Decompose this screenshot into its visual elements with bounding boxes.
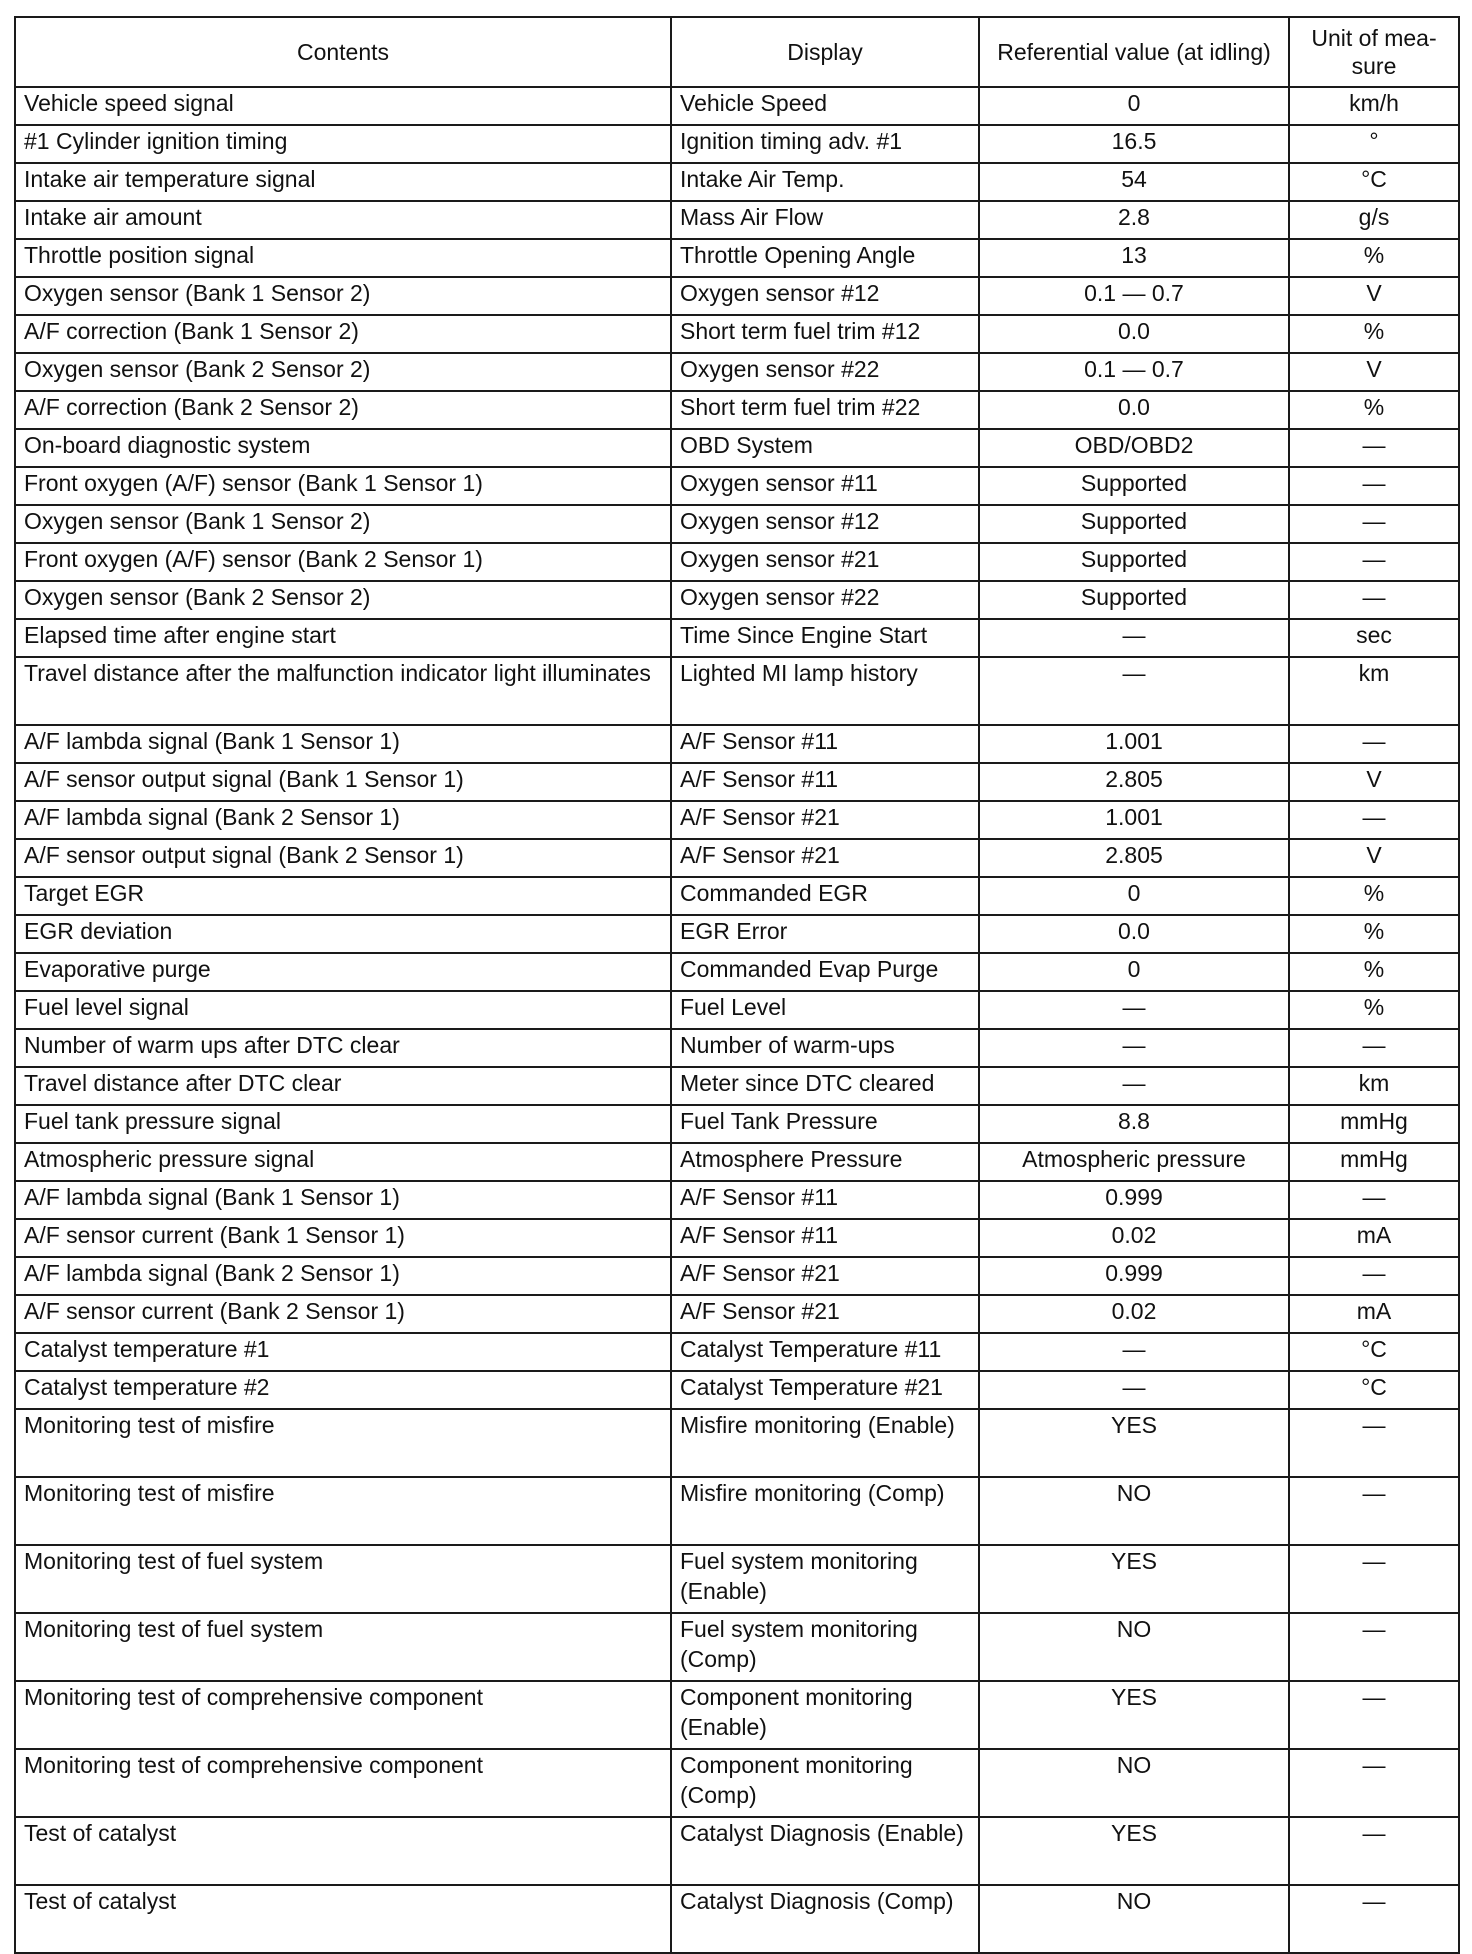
- table-row: [15, 839, 1459, 877]
- cell-referential-value: 0.1 — 0.7: [979, 353, 1289, 391]
- cell-referential-value: 0: [979, 953, 1289, 991]
- table-row: [15, 953, 1459, 991]
- cell-display: Catalyst Diagnosis (Comp): [671, 1885, 979, 1953]
- cell-referential-value: YES: [979, 1545, 1289, 1613]
- cell-unit: V: [1289, 353, 1459, 391]
- table-row: [15, 391, 1459, 429]
- cell-referential-value: 2.8: [979, 201, 1289, 239]
- cell-contents: A/F correction (Bank 1 Sensor 2): [15, 315, 671, 353]
- cell-display: Oxygen sensor #12: [671, 505, 979, 543]
- cell-display: A/F Sensor #21: [671, 839, 979, 877]
- cell-display: Fuel system monitoring (Comp): [671, 1613, 979, 1681]
- cell-referential-value: 1.001: [979, 725, 1289, 763]
- cell-contents: #1 Cylinder ignition timing: [15, 125, 671, 163]
- cell-unit: °C: [1289, 163, 1459, 201]
- cell-contents: Monitoring test of comprehensive component: [15, 1749, 671, 1817]
- cell-unit: %: [1289, 953, 1459, 991]
- cell-display: Component monitoring (Comp): [671, 1749, 979, 1817]
- cell-unit: —: [1289, 505, 1459, 543]
- cell-referential-value: YES: [979, 1817, 1289, 1885]
- cell-referential-value: 0.1 — 0.7: [979, 277, 1289, 315]
- cell-unit: —: [1289, 1681, 1459, 1749]
- cell-unit: —: [1289, 725, 1459, 763]
- table-row: [15, 1409, 1459, 1477]
- table-row: [15, 1545, 1459, 1613]
- cell-unit: —: [1289, 543, 1459, 581]
- cell-display: A/F Sensor #21: [671, 1295, 979, 1333]
- cell-contents: A/F lambda signal (Bank 2 Sensor 1): [15, 1257, 671, 1295]
- cell-display: Component monitoring (Enable): [671, 1681, 979, 1749]
- cell-display: Misfire monitoring (Enable): [671, 1409, 979, 1477]
- cell-contents: Number of warm ups after DTC clear: [15, 1029, 671, 1067]
- cell-display: Throttle Opening Angle: [671, 239, 979, 277]
- cell-unit: —: [1289, 801, 1459, 839]
- cell-contents: Monitoring test of misfire: [15, 1477, 671, 1545]
- table-row: [15, 1143, 1459, 1181]
- cell-contents: A/F lambda signal (Bank 1 Sensor 1): [15, 1181, 671, 1219]
- cell-unit: %: [1289, 991, 1459, 1029]
- cell-unit: %: [1289, 915, 1459, 953]
- cell-display: Misfire monitoring (Comp): [671, 1477, 979, 1545]
- table-row: [15, 125, 1459, 163]
- cell-unit: mA: [1289, 1219, 1459, 1257]
- table-row: [15, 1749, 1459, 1817]
- table-row: [15, 1219, 1459, 1257]
- table-row: [15, 725, 1459, 763]
- cell-referential-value: Supported: [979, 467, 1289, 505]
- cell-unit: mmHg: [1289, 1105, 1459, 1143]
- cell-display: Oxygen sensor #11: [671, 467, 979, 505]
- table-row: [15, 1817, 1459, 1885]
- table-row: [15, 1371, 1459, 1409]
- cell-referential-value: 8.8: [979, 1105, 1289, 1143]
- cell-referential-value: 0.999: [979, 1257, 1289, 1295]
- cell-unit: —: [1289, 1181, 1459, 1219]
- cell-referential-value: OBD/OBD2: [979, 429, 1289, 467]
- table-row: [15, 1295, 1459, 1333]
- table-row: [15, 505, 1459, 543]
- cell-referential-value: NO: [979, 1749, 1289, 1817]
- cell-referential-value: 0: [979, 877, 1289, 915]
- cell-contents: Intake air amount: [15, 201, 671, 239]
- cell-unit: —: [1289, 467, 1459, 505]
- cell-unit: °C: [1289, 1371, 1459, 1409]
- cell-contents: A/F sensor output signal (Bank 1 Sensor 1): [15, 763, 671, 801]
- cell-contents: Atmospheric pressure signal: [15, 1143, 671, 1181]
- header-display: Display: [671, 17, 979, 87]
- table-row: [15, 1029, 1459, 1067]
- cell-contents: A/F sensor current (Bank 2 Sensor 1): [15, 1295, 671, 1333]
- cell-referential-value: 1.001: [979, 801, 1289, 839]
- cell-display: Lighted MI lamp history: [671, 657, 979, 725]
- cell-display: A/F Sensor #11: [671, 1181, 979, 1219]
- cell-referential-value: Atmospheric pressure: [979, 1143, 1289, 1181]
- table-row: [15, 991, 1459, 1029]
- table-row: [15, 163, 1459, 201]
- table-row: [15, 1105, 1459, 1143]
- cell-display: Time Since Engine Start: [671, 619, 979, 657]
- table-row: [15, 657, 1459, 725]
- cell-contents: Oxygen sensor (Bank 1 Sensor 2): [15, 505, 671, 543]
- cell-referential-value: 2.805: [979, 839, 1289, 877]
- cell-referential-value: —: [979, 1371, 1289, 1409]
- cell-unit: V: [1289, 839, 1459, 877]
- table-row: [15, 429, 1459, 467]
- cell-referential-value: 16.5: [979, 125, 1289, 163]
- cell-referential-value: 0.0: [979, 915, 1289, 953]
- cell-unit: —: [1289, 1257, 1459, 1295]
- cell-unit: %: [1289, 391, 1459, 429]
- cell-contents: Catalyst temperature #1: [15, 1333, 671, 1371]
- cell-unit: —: [1289, 1749, 1459, 1817]
- table-row: [15, 1885, 1459, 1953]
- cell-contents: Test of catalyst: [15, 1817, 671, 1885]
- cell-contents: Travel distance after DTC clear: [15, 1067, 671, 1105]
- cell-contents: Monitoring test of comprehensive component: [15, 1681, 671, 1749]
- cell-unit: °: [1289, 125, 1459, 163]
- cell-unit: —: [1289, 1545, 1459, 1613]
- cell-contents: Monitoring test of misfire: [15, 1409, 671, 1477]
- cell-contents: Test of catalyst: [15, 1885, 671, 1953]
- cell-referential-value: NO: [979, 1613, 1289, 1681]
- cell-referential-value: —: [979, 1333, 1289, 1371]
- cell-unit: V: [1289, 763, 1459, 801]
- cell-display: EGR Error: [671, 915, 979, 953]
- cell-display: Fuel Level: [671, 991, 979, 1029]
- cell-referential-value: Supported: [979, 581, 1289, 619]
- cell-display: Atmosphere Pressure: [671, 1143, 979, 1181]
- cell-contents: Elapsed time after engine start: [15, 619, 671, 657]
- cell-display: Catalyst Temperature #21: [671, 1371, 979, 1409]
- cell-unit: g/s: [1289, 201, 1459, 239]
- cell-contents: A/F sensor current (Bank 1 Sensor 1): [15, 1219, 671, 1257]
- cell-unit: %: [1289, 315, 1459, 353]
- cell-referential-value: 0: [979, 87, 1289, 125]
- table-row: [15, 1067, 1459, 1105]
- cell-display: Oxygen sensor #12: [671, 277, 979, 315]
- cell-referential-value: —: [979, 1029, 1289, 1067]
- header-referential-value: Referential value (at idling): [979, 17, 1289, 87]
- table-row: [15, 619, 1459, 657]
- cell-contents: Monitoring test of fuel system: [15, 1545, 671, 1613]
- referential-value-table: [14, 16, 1460, 1954]
- cell-referential-value: —: [979, 1067, 1289, 1105]
- cell-contents: Target EGR: [15, 877, 671, 915]
- cell-referential-value: —: [979, 619, 1289, 657]
- cell-contents: Monitoring test of fuel system: [15, 1613, 671, 1681]
- cell-unit: V: [1289, 277, 1459, 315]
- table-row: [15, 1477, 1459, 1545]
- cell-referential-value: 2.805: [979, 763, 1289, 801]
- cell-referential-value: NO: [979, 1477, 1289, 1545]
- cell-contents: On-board diagnostic system: [15, 429, 671, 467]
- cell-unit: —: [1289, 1477, 1459, 1545]
- table-header: [15, 17, 1459, 87]
- cell-contents: Oxygen sensor (Bank 2 Sensor 2): [15, 353, 671, 391]
- cell-referential-value: 0.0: [979, 315, 1289, 353]
- cell-unit: —: [1289, 1409, 1459, 1477]
- table-row: [15, 543, 1459, 581]
- cell-contents: A/F sensor output signal (Bank 2 Sensor 1): [15, 839, 671, 877]
- table-row: [15, 1681, 1459, 1749]
- header-row: [15, 17, 1459, 87]
- cell-display: Oxygen sensor #22: [671, 581, 979, 619]
- cell-referential-value: Supported: [979, 505, 1289, 543]
- table-row: [15, 915, 1459, 953]
- cell-contents: Travel distance after the malfunction indicator light illuminates: [15, 657, 671, 725]
- cell-display: Number of warm-ups: [671, 1029, 979, 1067]
- cell-contents: A/F lambda signal (Bank 1 Sensor 1): [15, 725, 671, 763]
- cell-display: A/F Sensor #21: [671, 1257, 979, 1295]
- table-row: [15, 1333, 1459, 1371]
- cell-display: Oxygen sensor #22: [671, 353, 979, 391]
- table-row: [15, 581, 1459, 619]
- cell-contents: Fuel level signal: [15, 991, 671, 1029]
- cell-display: Oxygen sensor #21: [671, 543, 979, 581]
- cell-unit: sec: [1289, 619, 1459, 657]
- cell-display: Short term fuel trim #12: [671, 315, 979, 353]
- header-contents: Contents: [15, 17, 671, 87]
- cell-display: Fuel system monitoring (Enable): [671, 1545, 979, 1613]
- table-body: [15, 87, 1459, 1953]
- cell-referential-value: 54: [979, 163, 1289, 201]
- cell-unit: —: [1289, 1885, 1459, 1953]
- table-row: [15, 315, 1459, 353]
- cell-contents: A/F correction (Bank 2 Sensor 2): [15, 391, 671, 429]
- cell-referential-value: YES: [979, 1409, 1289, 1477]
- cell-referential-value: YES: [979, 1681, 1289, 1749]
- cell-referential-value: 0.02: [979, 1219, 1289, 1257]
- cell-display: Commanded Evap Purge: [671, 953, 979, 991]
- cell-display: Ignition timing adv. #1: [671, 125, 979, 163]
- cell-display: Meter since DTC cleared: [671, 1067, 979, 1105]
- cell-display: A/F Sensor #21: [671, 801, 979, 839]
- cell-contents: Intake air temperature signal: [15, 163, 671, 201]
- cell-contents: Catalyst temperature #2: [15, 1371, 671, 1409]
- table-row: [15, 1257, 1459, 1295]
- cell-display: A/F Sensor #11: [671, 763, 979, 801]
- table-row: [15, 877, 1459, 915]
- cell-unit: km: [1289, 1067, 1459, 1105]
- table-row: [15, 277, 1459, 315]
- cell-contents: Fuel tank pressure signal: [15, 1105, 671, 1143]
- table-row: [15, 1181, 1459, 1219]
- table-row: [15, 801, 1459, 839]
- table-row: [15, 763, 1459, 801]
- cell-contents: Throttle position signal: [15, 239, 671, 277]
- cell-unit: %: [1289, 239, 1459, 277]
- cell-unit: °C: [1289, 1333, 1459, 1371]
- cell-referential-value: 0.999: [979, 1181, 1289, 1219]
- cell-contents: Oxygen sensor (Bank 2 Sensor 2): [15, 581, 671, 619]
- cell-display: OBD System: [671, 429, 979, 467]
- cell-contents: EGR deviation: [15, 915, 671, 953]
- cell-contents: Front oxygen (A/F) sensor (Bank 2 Sensor 1): [15, 543, 671, 581]
- cell-unit: —: [1289, 1029, 1459, 1067]
- table-row: [15, 467, 1459, 505]
- table-row: [15, 1613, 1459, 1681]
- cell-unit: km/h: [1289, 87, 1459, 125]
- cell-display: A/F Sensor #11: [671, 1219, 979, 1257]
- cell-unit: —: [1289, 1817, 1459, 1885]
- cell-display: Mass Air Flow: [671, 201, 979, 239]
- cell-unit: mmHg: [1289, 1143, 1459, 1181]
- cell-unit: —: [1289, 429, 1459, 467]
- header-unit: Unit of mea-sure: [1289, 17, 1459, 87]
- cell-contents: A/F lambda signal (Bank 2 Sensor 1): [15, 801, 671, 839]
- cell-referential-value: 0.02: [979, 1295, 1289, 1333]
- cell-display: Vehicle Speed: [671, 87, 979, 125]
- cell-unit: %: [1289, 877, 1459, 915]
- cell-display: Short term fuel trim #22: [671, 391, 979, 429]
- cell-referential-value: Supported: [979, 543, 1289, 581]
- table-row: [15, 87, 1459, 125]
- cell-contents: Front oxygen (A/F) sensor (Bank 1 Sensor 1): [15, 467, 671, 505]
- cell-referential-value: 13: [979, 239, 1289, 277]
- cell-referential-value: NO: [979, 1885, 1289, 1953]
- table-row: [15, 239, 1459, 277]
- cell-contents: Vehicle speed signal: [15, 87, 671, 125]
- table-row: [15, 201, 1459, 239]
- cell-display: Intake Air Temp.: [671, 163, 979, 201]
- cell-display: Catalyst Diagnosis (Enable): [671, 1817, 979, 1885]
- cell-display: Fuel Tank Pressure: [671, 1105, 979, 1143]
- cell-display: Catalyst Temperature #11: [671, 1333, 979, 1371]
- cell-referential-value: —: [979, 991, 1289, 1029]
- cell-referential-value: 0.0: [979, 391, 1289, 429]
- cell-display: A/F Sensor #11: [671, 725, 979, 763]
- cell-contents: Evaporative purge: [15, 953, 671, 991]
- table-row: [15, 353, 1459, 391]
- cell-referential-value: —: [979, 657, 1289, 725]
- cell-unit: mA: [1289, 1295, 1459, 1333]
- document-page: [14, 16, 1458, 1954]
- cell-contents: Oxygen sensor (Bank 1 Sensor 2): [15, 277, 671, 315]
- cell-unit: —: [1289, 581, 1459, 619]
- cell-unit: —: [1289, 1613, 1459, 1681]
- cell-display: Commanded EGR: [671, 877, 979, 915]
- cell-unit: km: [1289, 657, 1459, 725]
